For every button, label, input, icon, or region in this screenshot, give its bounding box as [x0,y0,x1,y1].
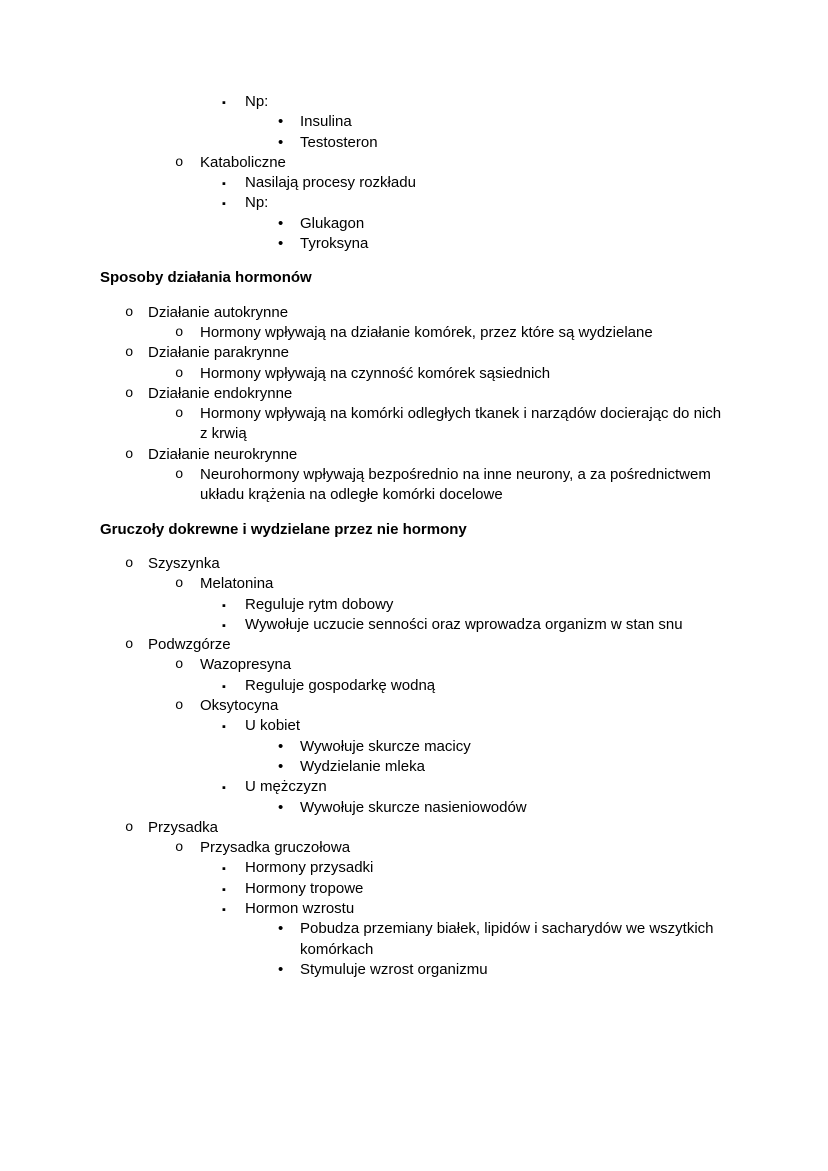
list-item-text: Wywołuje uczucie senności oraz wprowadza organizm w stan snu [245,615,683,633]
list-item-text: Wywołuje skurcze nasieniowodów [300,798,527,816]
list-item [100,343,728,363]
circle-bullet-icon: o [125,446,134,463]
list-item [100,757,728,777]
list-item-text: Np: [245,93,269,110]
list-item-text: Działanie autokrynne [148,303,289,321]
dot-bullet-icon: • [278,133,284,151]
circle-bullet-icon: o [125,819,134,836]
dot-bullet-icon: • [278,113,284,131]
square-bullet-icon: ▪ [222,782,226,795]
circle-bullet-icon: o [175,698,184,715]
list-item [100,404,728,445]
list-item [100,234,728,254]
list-item-text: Przysadka [148,818,219,836]
list-item-text: Hormony wpływają na komórki odległych tkanek i narządów docierając do nich z krwią [200,405,722,443]
list-item-text: U kobiet [245,717,301,735]
list-item-text: Działanie endokrynne [148,384,293,402]
list-item [100,655,728,675]
list-item [100,919,728,960]
list-item-text: Oksytocyna [200,697,279,715]
square-bullet-icon: ▪ [222,599,226,612]
list-item-text: Wazopresyna [200,656,292,674]
list-item-text: Melatonina [200,575,274,593]
list-item [100,960,728,980]
square-bullet-icon: ▪ [222,903,226,916]
square-bullet-icon: ▪ [222,198,226,211]
list-item [100,798,728,818]
list-item [100,858,728,878]
list-item [100,676,728,696]
dot-bullet-icon: • [278,798,284,816]
dot-bullet-icon: • [278,214,284,232]
list-item [100,777,728,797]
dot-bullet-icon: • [278,960,284,978]
list-item-text: U mężczyzn [245,778,327,796]
list-item-text: Stymuluje wzrost organizmu [300,960,488,978]
circle-bullet-icon: o [175,324,184,341]
list-item-text: Wydzielanie mleka [300,757,425,775]
list-item-text: Wywołuje skurcze macicy [300,737,471,755]
section-heading: Gruczoły dokrewne i wydzielane przez nie hormony [100,520,467,538]
circle-bullet-icon: o [175,576,184,593]
circle-bullet-icon: o [125,637,134,654]
dot-bullet-icon: • [278,235,284,253]
list-item [100,635,728,655]
list-item-text: Hormon wzrostu [245,899,355,917]
list-item-text: Hormony przysadki [245,859,374,877]
square-bullet-icon: ▪ [222,863,226,876]
list-item [100,133,728,153]
circle-bullet-icon: o [175,365,184,382]
square-bullet-icon: ▪ [222,680,226,693]
list-item [100,173,728,193]
list-item [100,737,728,757]
list-item-text: Kataboliczne [200,153,286,171]
list-item-text: Działanie parakrynne [148,344,289,362]
bullet-list [100,303,728,506]
bullet-list [100,554,728,980]
square-bullet-icon: ▪ [222,721,226,734]
list-item [100,214,728,234]
circle-bullet-icon: o [175,657,184,674]
square-bullet-icon: ▪ [222,883,226,896]
list-item [100,879,728,899]
list-item-text: Hormony wpływają na czynność komórek sąsiednich [200,364,551,382]
list-item [100,303,728,323]
list-item [100,595,728,615]
list-item [100,323,728,343]
list-item-text: Pobudza przemiany białek, lipidów i sacharydów we wszytkich komórkach [300,920,714,958]
dot-bullet-icon: • [278,757,284,775]
dot-bullet-icon: • [278,920,284,938]
list-item [100,384,728,404]
list-item [100,615,728,635]
square-bullet-icon: ▪ [222,619,226,632]
list-item-text: Szyszynka [148,554,220,572]
list-item [100,112,728,132]
list-item [100,193,728,213]
list-item [100,554,728,574]
circle-bullet-icon: o [175,467,184,484]
list-item-text: Hormony wpływają na działanie komórek, przez które są wydzielane [200,323,653,341]
circle-bullet-icon: o [125,345,134,362]
list-item [100,838,728,858]
list-item [100,696,728,716]
list-item-text: Hormony tropowe [245,879,364,897]
list-item [100,92,728,112]
list-item [100,364,728,384]
circle-bullet-icon: o [125,385,134,402]
list-item-text: Przysadka gruczołowa [200,839,351,857]
list-item-text: Glukagon [300,214,365,232]
list-item [100,153,728,173]
list-item [100,465,728,506]
circle-bullet-icon: o [125,304,134,321]
circle-bullet-icon: o [175,840,184,857]
list-item-text: Insulina [300,113,352,131]
list-item-text: Podwzgórze [148,636,231,654]
list-item-text: Reguluje gospodarkę wodną [245,676,436,694]
list-item-text: Tyroksyna [300,235,369,253]
dot-bullet-icon: • [278,737,284,755]
list-item [100,574,728,594]
document-body [100,92,728,980]
list-item-text: Neurohormony wpływają bezpośrednio na inne neurony, a za pośrednictwem układu krążenia na odległe komórki docelowe [200,466,711,504]
square-bullet-icon: ▪ [222,178,226,191]
list-item-text: Działanie neurokrynne [148,445,298,463]
circle-bullet-icon: o [175,406,184,423]
list-item-text: Np: [245,194,269,212]
circle-bullet-icon: o [125,555,134,572]
list-item-text: Reguluje rytm dobowy [245,595,394,613]
section-heading: Sposoby działania hormonów [100,269,312,287]
list-item-text: Nasilają procesy rozkładu [245,174,416,192]
square-bullet-icon: ▪ [222,97,226,109]
list-item [100,716,728,736]
list-item [100,445,728,465]
bullet-list [100,92,728,254]
list-item [100,818,728,838]
list-item-text: Testosteron [300,133,378,151]
circle-bullet-icon: o [175,154,184,171]
list-item [100,899,728,919]
